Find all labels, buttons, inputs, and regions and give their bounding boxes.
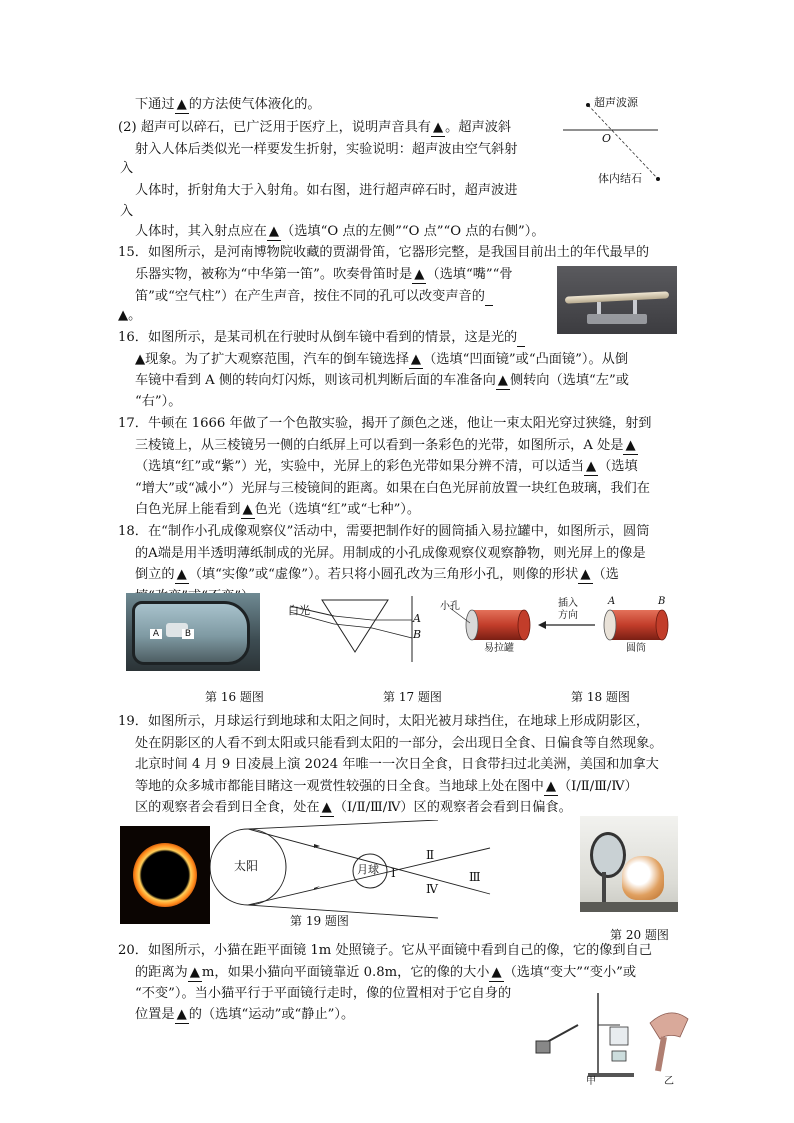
label-jia: 甲 xyxy=(586,1076,596,1087)
q19-line3: 北京时间 4 月 9 日凌晨上演 2024 年唯一一次日全食，日食带扫过北美洲，美国和加拿大 xyxy=(135,757,659,772)
q19-line2: 处在阴影区的人看不到太阳或只能看到太阳的一部分，会出现日全食、日偏食等自然现象。 xyxy=(135,736,663,751)
q17-line5: 白色光屏上能看到 ▲ 色光（选填“红”或“七种”）。 xyxy=(135,502,421,517)
apparatus-sketch xyxy=(530,985,700,1085)
q14-line5: 人体时，折射角大于入射角。如右图，进行超声碎石时，超声波进 xyxy=(135,183,518,198)
q15-line3: 笛”或“空气柱”）在产生声音，按住不同的孔可以改变声音的 xyxy=(135,286,493,309)
q18-line3: 倒立的 ▲ （填“实像”或“虚像”）。若只将小圆孔改为三角形小孔，则像的形状 ▲ （选 xyxy=(135,567,619,582)
answer-blank[interactable]: ▲ xyxy=(580,567,591,582)
answer-blank[interactable]: ▲ xyxy=(625,438,636,453)
label-sun: 太阳 xyxy=(234,859,259,873)
hammer-icon xyxy=(536,1041,550,1053)
caption-19: 第 19 题图 xyxy=(290,914,349,928)
label-tube: 圆筒 xyxy=(626,643,646,654)
label-source: 超声波源 xyxy=(594,96,638,109)
answer-mark[interactable]: ▲ xyxy=(118,308,129,323)
q14-line1 xyxy=(135,94,321,117)
answer-blank[interactable]: ▲ xyxy=(321,800,332,815)
answer-blank[interactable]: ▲ xyxy=(268,224,280,239)
cat-icon xyxy=(622,856,664,900)
cat-mirror-photo xyxy=(580,816,678,912)
caption-17: 第 17 题图 xyxy=(383,690,442,704)
q18-line1: 18．在“制作小孔成像观察仪”活动中，需要把制作好的圆筒插入易拉罐中，如图所示，圆筒 xyxy=(118,524,650,539)
answer-blank[interactable]: ▲ xyxy=(176,567,187,582)
beaker-icon xyxy=(610,1027,628,1045)
answer-blank[interactable]: ▲ xyxy=(545,779,556,794)
q20-line2: 的距离为 ▲ m，如果小猫向平面镜靠近 0.8m，它的像的大小 ▲ （选填“变大”“变小”或 xyxy=(135,965,637,980)
q14-line7: 人体时，其入射点应在 ▲ （选填“O 点的左侧”“O 点”“O 点的右侧”）。 xyxy=(135,224,545,239)
tube-icon xyxy=(610,610,662,640)
q16-line2: ▲现象。为了扩大观察范围，汽车的倒车镜选择 ▲ （选填“凹面镜”或“凸面镜”）。从倒 xyxy=(135,352,629,367)
q20-line3: “不变”）。当小猫平行于平面镜行走时，像的位置相对于它自身的 xyxy=(135,986,512,1001)
flute-icon xyxy=(565,291,669,303)
label-b: B xyxy=(182,629,194,639)
q17-line4: “增大”或“减小”）光屏与三棱镜间的距离。如果在白色光屏前放置一块红色玻璃，我们在 xyxy=(135,481,650,496)
label-moon: 月球 xyxy=(357,863,379,876)
answer-blank[interactable]: ▲ xyxy=(491,965,502,980)
q20-line4: 位置是 ▲ 的（选填“运动”或“静止”）。 xyxy=(135,1007,355,1022)
eclipse-ring-icon xyxy=(133,843,197,907)
label-o: O xyxy=(602,132,612,145)
label-stone: 体内结石 xyxy=(598,172,642,185)
answer-blank[interactable]: ▲ xyxy=(176,1007,187,1022)
can-icon xyxy=(472,610,524,640)
caption-20: 第 20 题图 xyxy=(610,928,669,942)
label-tube-a: A xyxy=(608,596,616,607)
stone-dot xyxy=(656,177,660,181)
q14-line2: (2) 超声可以碎石，已广泛用于医疗上，说明声音具有 ▲ 。超声波斜 xyxy=(118,120,512,135)
answer-blank[interactable]: ▲ xyxy=(585,459,597,474)
q16-line1: 16．如图所示，是某司机在行驶时从倒车镜中看到的情景，这是光的 xyxy=(118,327,525,350)
label-region-1: Ⅰ xyxy=(391,866,396,880)
label-a: A xyxy=(150,629,162,639)
answer-blank[interactable]: ▲ xyxy=(433,120,444,135)
answer-blank[interactable]: ▲ xyxy=(176,97,187,112)
label-tube-b: B xyxy=(658,596,666,607)
label-region-3: Ⅲ xyxy=(469,870,481,884)
q17-line2: 三棱镜上，从三棱镜另一侧的白纸屏上可以看到一条彩色的光带，如图所示，A 处是 ▲ xyxy=(135,438,636,453)
label-white-light: 白光 xyxy=(288,604,310,617)
q17-line3: （选填“红”或“紫”）光，实验中，光屏上的彩色光带如果分辨不清，可以适当 ▲ （选填 xyxy=(135,459,638,474)
q14-line4: 入 xyxy=(120,161,134,176)
q15-line4: ▲。 xyxy=(118,308,142,323)
q18-line2: 的A端是用半透明薄纸制成的光屏。用制成的小孔成像观察仪观察静物，则光屏上的像是 xyxy=(135,546,646,561)
caption-18: 第 18 题图 xyxy=(571,690,630,704)
eclipse-photo xyxy=(120,826,210,924)
label-can: 易拉罐 xyxy=(484,643,514,654)
text: 的方法使气体液化的。 xyxy=(188,97,321,112)
label-region-4: Ⅳ xyxy=(426,882,438,896)
label-insert: 插入 xyxy=(558,598,578,609)
stand-icon xyxy=(597,302,601,314)
hair-dryer-icon xyxy=(650,1013,688,1039)
q20-line1: 20．如图所示，小猫在距平面镜 1m 处照镜子。它从平面镜中看到自己的像，它的像到自己 xyxy=(118,943,652,958)
mirror-icon xyxy=(590,832,626,878)
answer-mark[interactable]: ▲ xyxy=(135,352,146,367)
label-prism-b: B xyxy=(413,628,422,641)
source-dot xyxy=(586,103,590,107)
answer-blank[interactable] xyxy=(517,330,525,347)
answer-blank[interactable]: ▲ xyxy=(189,965,200,980)
label-direction: 方向 xyxy=(558,610,578,621)
q14-line6: 入 xyxy=(120,204,134,219)
q15-line2: 乐器实物，被称为“中华第一笛”。吹奏骨笛时是 ▲ （选填“嘴”“骨 xyxy=(135,267,513,282)
label-prism-a: A xyxy=(413,612,421,625)
answer-blank[interactable]: ▲ xyxy=(414,267,425,282)
answer-blank[interactable]: ▲ xyxy=(242,502,253,517)
q16-line3: 车镜中看到 A 侧的转向灯闪烁，则该司机判断后面的车准备向 ▲ 侧转向（选填“左”或 xyxy=(135,373,629,388)
label-pinhole: 小孔 xyxy=(440,601,460,612)
label-yi: 乙 xyxy=(664,1076,674,1087)
wave-path xyxy=(588,105,658,179)
caption-16: 第 16 题图 xyxy=(205,690,264,704)
q15-line1: 15．如图所示，是河南博物院收藏的贾湖骨笛，它器形完整，是我国目前出土的年代最早的 xyxy=(118,245,650,260)
q19-line4: 等地的众多城市都能目睹这一观赏性较强的日全食。当地球上处在图中 ▲ （Ⅰ/Ⅱ/Ⅲ/Ⅳ） xyxy=(135,779,638,794)
answer-blank[interactable]: ▲ xyxy=(497,373,508,388)
text: 下通过 xyxy=(135,97,175,112)
label-region-2: Ⅱ xyxy=(426,848,435,862)
q19-line1: 19．如图所示，月球运行到地球和太阳之间时，太阳光被月球挡住，在地球上形成阴影区， xyxy=(118,714,650,729)
bone-flute-photo xyxy=(557,266,677,334)
answer-blank[interactable] xyxy=(485,289,493,306)
q17-line1: 17．牛顿在 1666 年做了一个色散实验，揭开了颜色之迷，他让一束太阳光穿过狭缝，射到 xyxy=(118,416,652,431)
q16-line4: “右”）。 xyxy=(135,394,182,409)
answer-blank[interactable]: ▲ xyxy=(410,352,422,367)
q19-line5: 区的观察者会看到日全食，处在 ▲ （Ⅰ/Ⅱ/Ⅲ/Ⅳ）区的观察者会看到日偏食。 xyxy=(135,800,572,815)
q14-line3: 射入人体后类似光一样要发生折射，实验说明：超声波由空气斜射 xyxy=(135,142,518,157)
side-mirror-photo xyxy=(126,593,260,671)
